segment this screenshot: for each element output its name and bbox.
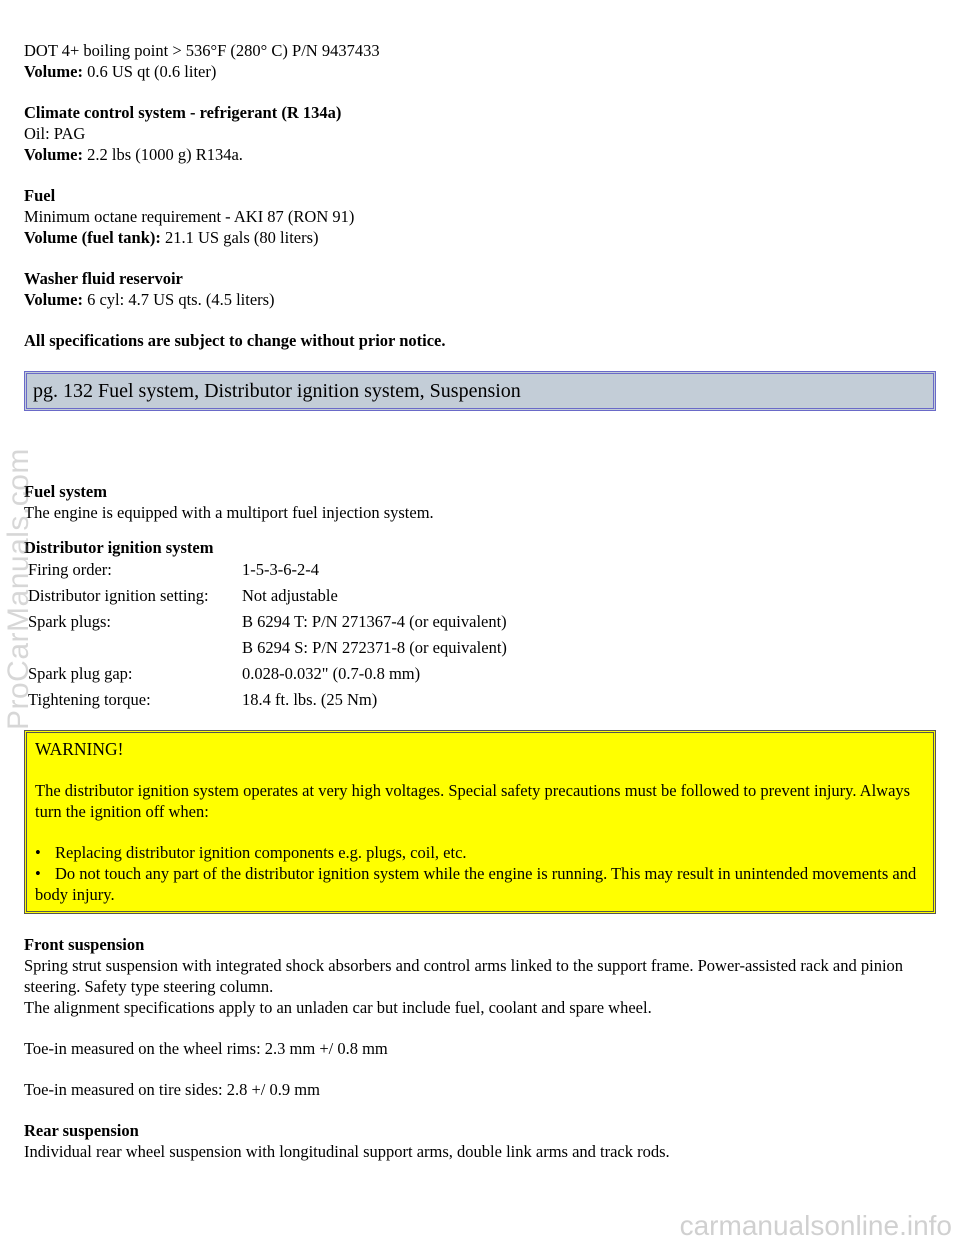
climate-oil: Oil: PAG xyxy=(24,124,86,143)
fuel-system-block xyxy=(24,481,936,523)
climate-volume-value: 2.2 lbs (1000 g) R134a. xyxy=(82,145,243,164)
climate-volume-label: Volume: xyxy=(24,145,83,164)
bullet-icon: • xyxy=(35,843,41,862)
spec-key: Firing order: xyxy=(28,560,112,579)
spec-value: B 6294 S: P/N 272371-8 (or equivalent) xyxy=(242,638,507,657)
warning-title: WARNING! xyxy=(35,739,124,759)
toe-in-tires: Toe-in measured on tire sides: 2.8 +/ 0.9 mm xyxy=(24,1080,320,1099)
table-row xyxy=(24,584,509,610)
spec-key: Distributor ignition setting: xyxy=(28,586,209,605)
footer-watermark: carmanualsonline.info xyxy=(679,1210,952,1241)
section-bar: pg. 132 Fuel system, Distributor ignition system, Suspension xyxy=(24,371,936,411)
spec-key: Tightening torque: xyxy=(28,690,151,709)
table-row xyxy=(24,636,509,662)
front-suspension-text: Spring strut suspension with integrated shock absorbers and control arms linked to the support frame. Power-assisted rack and pinion steering. Safety type steering column. xyxy=(24,956,904,996)
ignition-heading: Distributor ignition system xyxy=(24,538,214,557)
ignition-table xyxy=(24,558,509,714)
document-page xyxy=(24,40,936,1182)
warning-box xyxy=(24,730,936,914)
spec-value: 1-5-3-6-2-4 xyxy=(242,560,319,579)
alignment-text: The alignment specifications apply to an unladen car but include fuel, coolant and spare wheel. xyxy=(24,998,652,1017)
spec-value: Not adjustable xyxy=(242,586,338,605)
brake-volume-value: 0.6 US qt (0.6 liter) xyxy=(82,62,217,81)
spec-key: Spark plugs: xyxy=(28,612,111,631)
spec-key: Spark plug gap: xyxy=(28,664,133,683)
brake-volume-label: Volume: xyxy=(24,62,83,81)
spec-value: 0.028-0.032" (0.7-0.8 mm) xyxy=(242,664,421,683)
brake-fluid-block xyxy=(24,40,936,82)
notice-text: All specifications are subject to change without prior notice. xyxy=(24,331,446,350)
warning-text: The distributor ignition system operates at very high voltages. Special safety precautions must be followed to prevent injury. Always turn the ignition off when: xyxy=(35,781,911,821)
notice xyxy=(24,330,936,351)
fuel-block xyxy=(24,185,936,248)
warning-list xyxy=(35,842,925,905)
washer-volume-value: 6 cyl: 4.7 US qts. (4.5 liters) xyxy=(82,290,275,309)
side-watermark: ProCarManuals.com xyxy=(2,448,35,730)
table-row xyxy=(24,610,509,636)
toe-in-rims: Toe-in measured on the wheel rims: 2.3 mm +/ 0.8 mm xyxy=(24,1039,388,1058)
list-item xyxy=(35,863,925,905)
rear-suspension-text: Individual rear wheel suspension with longitudinal support arms, double link arms and track rods. xyxy=(24,1142,670,1161)
climate-block xyxy=(24,102,936,165)
spec-value: B 6294 T: P/N 271367-4 (or equivalent) xyxy=(242,612,507,631)
fuel-system-heading: Fuel system xyxy=(24,482,107,501)
fuel-volume-value: 21.1 US gals (80 liters) xyxy=(160,228,319,247)
fuel-heading: Fuel xyxy=(24,186,56,205)
table-row xyxy=(24,688,509,714)
washer-heading: Washer fluid reservoir xyxy=(24,269,183,288)
brake-fluid-spec: DOT 4+ boiling point > 536°F (280° C) P/N 9437433 xyxy=(24,41,380,60)
front-suspension-heading: Front suspension xyxy=(24,935,145,954)
washer-volume-label: Volume: xyxy=(24,290,83,309)
fuel-system-text: The engine is equipped with a multiport fuel injection system. xyxy=(24,503,434,522)
rear-suspension-block xyxy=(24,1120,936,1162)
bullet-icon: • xyxy=(35,864,41,883)
table-row xyxy=(24,662,509,688)
front-suspension-block xyxy=(24,934,936,1018)
spec-key xyxy=(24,636,238,662)
warning-item-text: Do not touch any part of the distributor ignition system while the engine is running. This may result in unintended movements and body injury. xyxy=(35,864,917,904)
washer-block xyxy=(24,268,936,310)
ignition-block xyxy=(24,537,936,714)
fuel-octane: Minimum octane requirement - AKI 87 (RON 91) xyxy=(24,207,355,226)
spec-value: 18.4 ft. lbs. (25 Nm) xyxy=(242,690,378,709)
fuel-volume-label: Volume (fuel tank): xyxy=(24,228,161,247)
list-item xyxy=(35,842,925,863)
table-row xyxy=(24,558,509,584)
climate-heading: Climate control system - refrigerant (R 134a) xyxy=(24,103,342,122)
rear-suspension-heading: Rear suspension xyxy=(24,1121,139,1140)
warning-item-text: Replacing distributor ignition components e.g. plugs, coil, etc. xyxy=(55,843,467,862)
